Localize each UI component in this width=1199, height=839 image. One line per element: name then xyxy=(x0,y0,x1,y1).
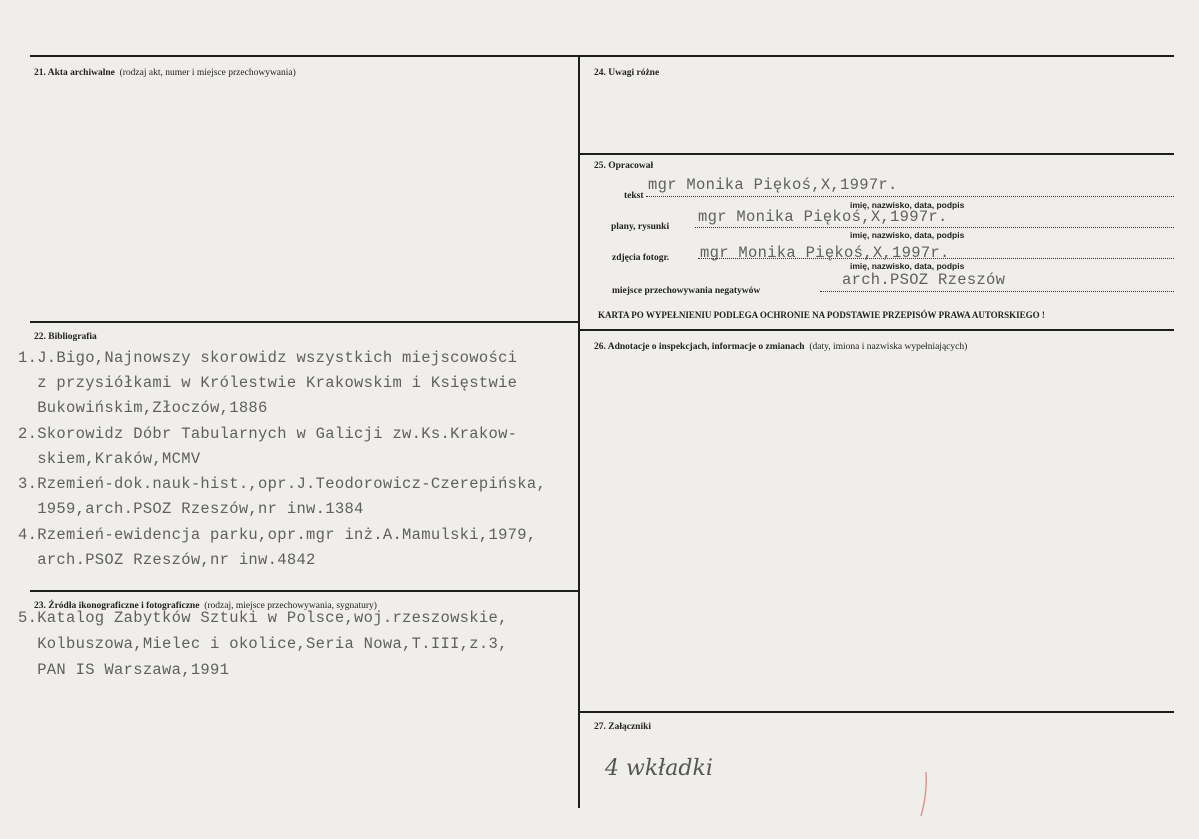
opracowal-value-negatywy: arch.PSOZ Rzeszów xyxy=(842,271,1006,289)
opracowal-label-plany: plany, rysunki xyxy=(611,222,670,232)
section-23-note: (rodzaj, miejsce przechowywania, sygnatury) xyxy=(204,601,377,611)
opracowal-label-negatywy: miejsce przechowywania negatywów xyxy=(612,286,761,296)
opracowal-caption: imię, nazwisko, data, podpis xyxy=(850,200,965,210)
section-21-note: (rodzaj akt, numer i miejsce przechowywania) xyxy=(119,68,296,78)
bibliography-line: 4.Rzemień-ewidencja parku,opr.mgr inż.A.Mamulski,1979, xyxy=(18,526,537,544)
section-21-title: 21. Akta archiwalne xyxy=(34,68,115,78)
attachments-handwritten: 4 wkładki xyxy=(605,756,713,781)
opracowal-label-tekst: tekst xyxy=(624,191,644,201)
section-23-title: 23. Źródła ikonograficzne i fotograficzne xyxy=(34,601,200,611)
bibliography-line: skiem,Kraków,MCMV xyxy=(18,450,201,468)
section-26-header xyxy=(594,342,967,352)
dotted-line xyxy=(695,227,1174,228)
opracowal-value-plany: mgr Monika Piękoś,X,1997r. xyxy=(698,208,948,226)
bibliography-line: 1.J.Bigo,Najnowszy skorowidz wszystkich miejscowości xyxy=(18,349,518,367)
sources-line: PAN IS Warszawa,1991 xyxy=(18,661,230,679)
section-26-title: 26. Adnotacje o inspekcjach, informacje o zmianach xyxy=(594,342,805,352)
bibliography-line: 2.Skorowidz Dóbr Tabularnych w Galicji zw.Ks.Krakow- xyxy=(18,425,518,443)
dotted-line xyxy=(820,291,1174,292)
bibliography-line: 3.Rzemień-dok.nauk-hist.,opr.J.Teodorowicz-Czerepińska, xyxy=(18,475,547,493)
opracowal-value-zdjecia: mgr Monika Piękoś,X,1997r. xyxy=(700,244,950,262)
rule-22-23 xyxy=(30,590,580,592)
section-26-note: (daty, imiona i nazwiska wypełniających) xyxy=(809,342,968,352)
pencil-mark xyxy=(918,770,932,820)
opracowal-value-tekst: mgr Monika Piękoś,X,1997r. xyxy=(648,176,898,194)
rule-26-27 xyxy=(580,711,1174,713)
rule-25-26 xyxy=(580,329,1174,331)
section-27-title: 27. Załączniki xyxy=(594,722,652,732)
bibliography-line: 1959,arch.PSOZ Rzeszów,nr inw.1384 xyxy=(18,500,364,518)
rule-21-22 xyxy=(30,321,580,323)
opracowal-caption: imię, nazwisko, data, podpis xyxy=(850,230,965,240)
rule-24-25 xyxy=(580,153,1174,155)
bibliography-line: z przysiółkami w Królestwie Krakowskim i Księstwie xyxy=(18,374,518,392)
sources-line: 5.Katalog Zabytków Sztuki w Polsce,woj.rzeszowskie, xyxy=(18,609,508,627)
section-22-title: 22. Bibliografia xyxy=(34,332,97,342)
bibliography-line: Bukowińskim,Złoczów,1886 xyxy=(18,399,268,417)
section-21-header xyxy=(34,68,296,78)
section-24-title: 24. Uwagi różne xyxy=(594,68,660,78)
sources-line: Kolbuszowa,Mielec i okolice,Seria Nowa,T.III,z.3, xyxy=(18,635,508,653)
opracowal-label-zdjecia: zdjęcia fotogr. xyxy=(612,253,670,263)
opracowal-caption: imię, nazwisko, data, podpis xyxy=(850,261,965,271)
center-divider xyxy=(578,56,580,808)
section-25-title: 25. Opracował xyxy=(594,161,654,171)
copyright-notice: KARTA PO WYPEŁNIENIU PODLEGA OCHRONIE NA PODSTAWIE PRZEPISÓW PRAWA AUTORSKIEGO ! xyxy=(598,310,1045,320)
top-rule xyxy=(30,55,1174,57)
dotted-line xyxy=(646,196,1174,197)
bibliography-line: arch.PSOZ Rzeszów,nr inw.4842 xyxy=(18,551,316,569)
